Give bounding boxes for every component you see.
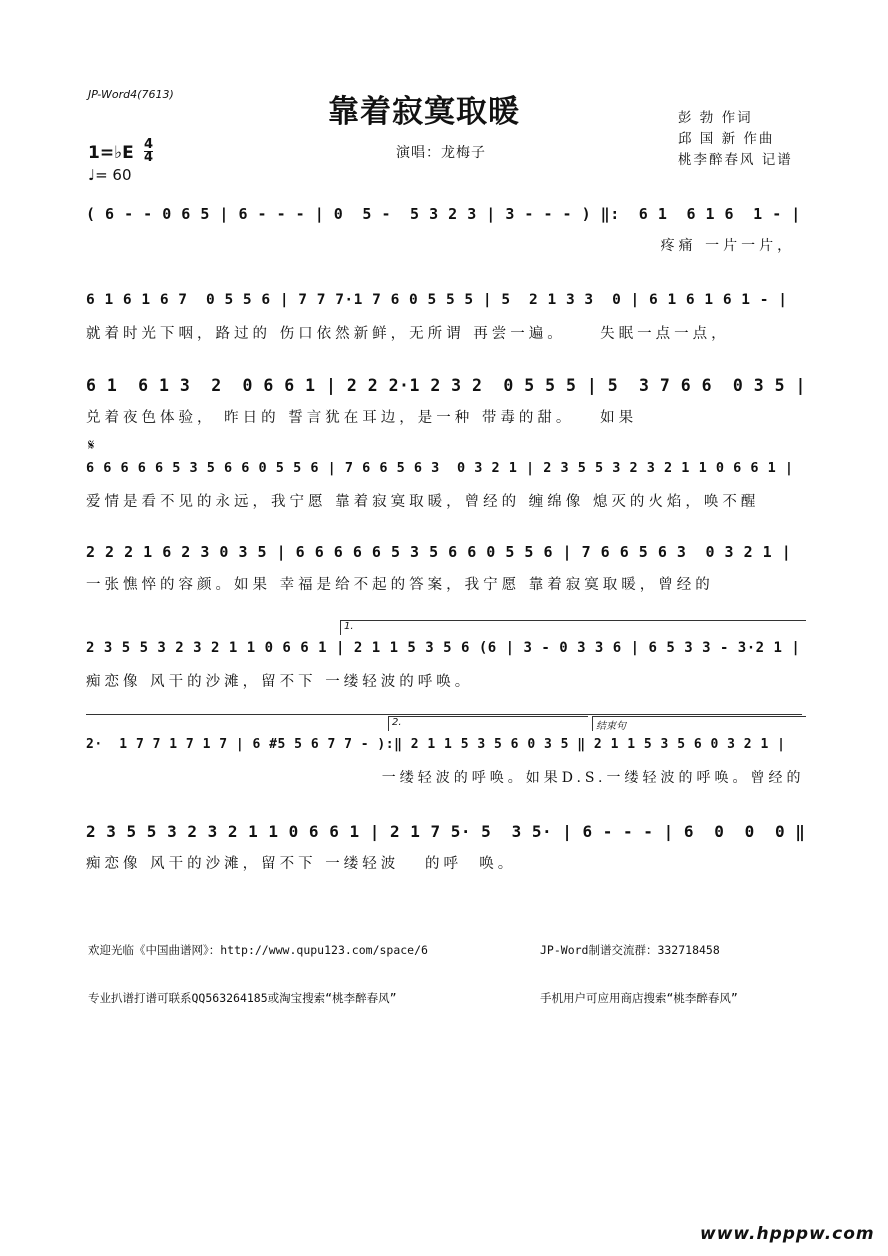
- notation-line-1: ( 6 - - 0 6 5 | 6 - - - | 0 5 - 5 3 2 3 | 3 - - - ) ‖: 6 1 6 1 6 1 - |: [86, 205, 801, 223]
- volta-2-bracket: 2.: [388, 716, 588, 731]
- lyricist-credit: 彭 勃 作词: [678, 110, 753, 126]
- lyric-line-4: 爱情是看不见的永远，我宁愿 靠着寂寞取暖，曾经的 缠绵像 熄灭的火焰，唤不醒: [86, 494, 760, 510]
- notation-line-5: 2 2 2 1 6 2 3 0 3 5 | 6 6 6 6 6 5 3 5 6 6 0 5 5 6 | 7 6 6 5 6 3 0 3 2 1 |: [86, 543, 792, 561]
- song-title: 靠着寂寞取暖: [328, 94, 520, 130]
- notation-line-8: 2 3 5 5 3 2 3 2 1 1 0 6 6 1 | 2 1 7 5· 5 3 5· | 6 - - - | 6 0 0 0 ‖: [86, 822, 806, 841]
- tempo-marking: ♩= 60: [88, 166, 132, 184]
- lyric-line-8: 痴恋像 风干的沙滩，留不下 一缕轻波 的呼 唤。: [86, 856, 517, 872]
- lyric-line-2: 就着时光下咽，路过的 伤口依然新鲜，无所谓 再尝一遍。 失眠一点一点，: [86, 326, 730, 342]
- line-7-top-rule: [86, 714, 802, 715]
- watermark-url: www.hpppw.com: [700, 1224, 875, 1244]
- notation-line-6: 2 3 5 5 3 2 3 2 1 1 0 6 6 1 | 2 1 1 5 3 5 6 (6 | 3 - 0 3 3 6 | 6 5 3 3 - 3·2 1 |: [86, 640, 801, 656]
- time-signature: 4 4: [144, 137, 154, 165]
- software-label: JP-Word4(7613): [88, 88, 174, 101]
- notation-line-4: 6 6 6 6 6 5 3 5 6 6 0 5 5 6 | 7 6 6 5 6 3 0 3 2 1 | 2 3 5 5 3 2 3 2 1 1 0 6 6 1 |: [86, 460, 794, 476]
- notation-line-2: 6 1 6 1 6 7 0 5 5 6 | 7 7 7·1 7 6 0 5 5 5 | 5 2 1 3 3 0 | 6 1 6 1 6 1 - |: [86, 292, 788, 308]
- key-signature: 1=♭E: [88, 143, 134, 163]
- credits: [678, 108, 793, 171]
- composer-credit: 邱 国 新 作曲: [678, 131, 775, 147]
- notation-line-7: 2· 1 7 7 1 7 1 7 | 6 #5 5 6 7 7 - ):‖ 2 1 1 5 3 5 6 0 3 5 ‖ 2 1 1 5 3 5 6 0 3 2 1 |: [86, 737, 786, 752]
- transcriber-credit: 桃李醉春风 记谱: [678, 152, 793, 168]
- coda-ending-bracket: 结束句: [592, 716, 806, 731]
- lyric-line-5: 一张憔悴的容颜。如果 幸福是给不起的答案，我宁愿 靠着寂寞取暖，曾经的: [86, 577, 714, 593]
- lyric-line-7: 一缕轻波的呼唤。如果D.S.一缕轻波的呼唤。曾经的: [86, 770, 805, 786]
- lyric-line-6: 痴恋像 风干的沙滩，留不下 一缕轻波的呼唤。: [86, 674, 474, 690]
- footer-contact-line: 专业扒谱打谱可联系QQ563264185或淘宝搜索“桃李醉春风”: [88, 991, 397, 1005]
- lyric-line-1: 疼痛 一片一片，: [86, 238, 796, 254]
- footer-app-line: 手机用户可应用商店搜索“桃李醉春风”: [540, 991, 738, 1005]
- footer-group-line: JP-Word制谱交流群：332718458: [540, 943, 720, 957]
- segno-sign: 𝄋: [88, 436, 95, 454]
- footer-website-line: 欢迎光临《中国曲谱网》：http://www.qupu123.com/space/6: [88, 943, 428, 957]
- footer-right: [540, 910, 738, 1022]
- singer-label: 演唱：龙梅子: [396, 145, 486, 161]
- volta-1-bracket: 1.: [340, 620, 806, 635]
- footer-left: [88, 910, 428, 1022]
- lyric-line-3: 兑着夜色体验， 昨日的 誓言犹在耳边，是一种 带毒的甜。 如果: [86, 410, 638, 426]
- notation-line-3: 6 1 6 1 3 2 0 6 6 1 | 2 2 2·1 2 3 2 0 5 5 5 | 5 3 7 6 6 0 3 5 |: [86, 376, 806, 395]
